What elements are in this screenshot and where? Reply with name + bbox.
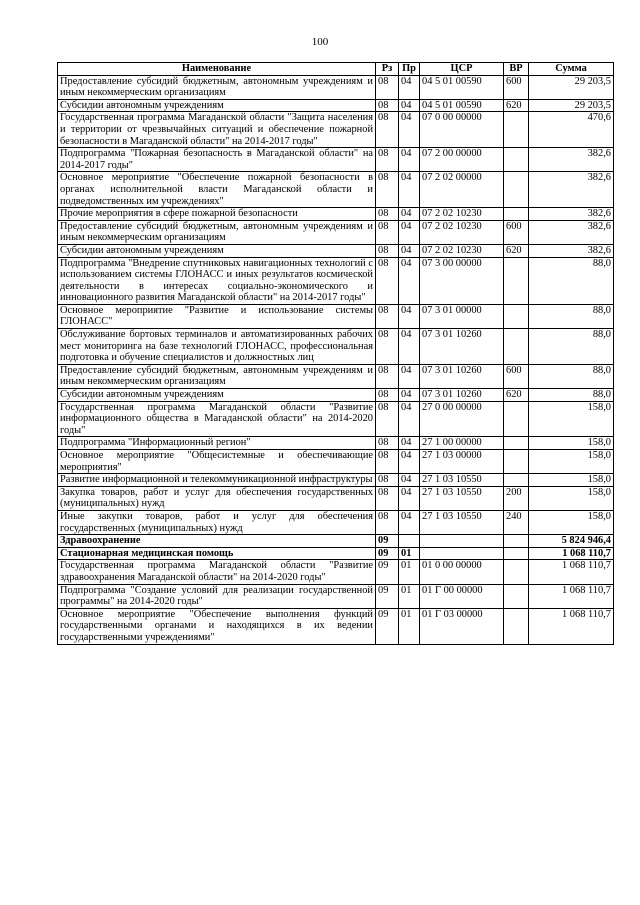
cell-name: Государственная программа Магаданской области "Защита населения и территории от чрезвычайных ситуаций и обеспечение пожарной безопасности в Магаданской области" на 2014-2017 годы" bbox=[58, 112, 376, 148]
cell-csr: 27 1 03 10550 bbox=[420, 510, 504, 534]
cell-vr bbox=[504, 547, 529, 560]
table-row bbox=[58, 584, 614, 608]
cell-csr: 01 Г 03 00000 bbox=[420, 608, 504, 644]
cell-sum: 158,0 bbox=[529, 401, 614, 437]
cell-pr: 01 bbox=[399, 608, 420, 644]
cell-rz: 09 bbox=[376, 547, 399, 560]
cell-rz: 08 bbox=[376, 112, 399, 148]
header-sum: Сумма bbox=[529, 63, 614, 76]
table-row bbox=[58, 220, 614, 244]
cell-csr bbox=[420, 547, 504, 560]
cell-csr: 01 Г 00 00000 bbox=[420, 584, 504, 608]
cell-pr: 04 bbox=[399, 112, 420, 148]
cell-vr bbox=[504, 329, 529, 365]
cell-pr: 04 bbox=[399, 99, 420, 112]
table-row bbox=[58, 257, 614, 304]
table-row bbox=[58, 172, 614, 208]
cell-pr: 01 bbox=[399, 584, 420, 608]
cell-rz: 08 bbox=[376, 389, 399, 402]
cell-csr: 27 1 00 00000 bbox=[420, 437, 504, 450]
cell-vr: 240 bbox=[504, 510, 529, 534]
cell-rz: 08 bbox=[376, 437, 399, 450]
cell-csr: 27 1 03 00000 bbox=[420, 450, 504, 474]
cell-csr: 07 3 01 10260 bbox=[420, 329, 504, 365]
table-row bbox=[58, 208, 614, 221]
table-row bbox=[58, 99, 614, 112]
cell-vr: 200 bbox=[504, 486, 529, 510]
cell-vr bbox=[504, 474, 529, 487]
page-number: 100 bbox=[311, 36, 329, 48]
cell-vr bbox=[504, 584, 529, 608]
cell-pr: 04 bbox=[399, 220, 420, 244]
cell-rz: 08 bbox=[376, 257, 399, 304]
table-row bbox=[58, 486, 614, 510]
cell-pr: 04 bbox=[399, 389, 420, 402]
table-row bbox=[58, 389, 614, 402]
cell-vr bbox=[504, 112, 529, 148]
cell-rz: 09 bbox=[376, 608, 399, 644]
cell-pr: 04 bbox=[399, 244, 420, 257]
table-row bbox=[58, 437, 614, 450]
table-row bbox=[58, 75, 614, 99]
table-row bbox=[58, 608, 614, 644]
cell-pr: 04 bbox=[399, 75, 420, 99]
cell-vr bbox=[504, 148, 529, 172]
cell-pr: 04 bbox=[399, 510, 420, 534]
cell-pr: 04 bbox=[399, 486, 420, 510]
cell-name: Подпрограмма "Пожарная безопасность в Магаданской области" на 2014-2017 годы" bbox=[58, 148, 376, 172]
cell-name: Субсидии автономным учреждениям bbox=[58, 244, 376, 257]
cell-csr: 27 1 03 10550 bbox=[420, 486, 504, 510]
cell-pr: 04 bbox=[399, 450, 420, 474]
cell-vr bbox=[504, 401, 529, 437]
cell-name: Субсидии автономным учреждениям bbox=[58, 389, 376, 402]
cell-sum: 1 068 110,7 bbox=[529, 608, 614, 644]
cell-name: Подпрограмма "Внедрение спутниковых навигационных технологий с использованием системы ГЛОНАСС и иных результатов космической деятельности в интересах социально-экономического и инновационного развития Магаданской области" на 2014-2017 годы" bbox=[58, 257, 376, 304]
cell-rz: 08 bbox=[376, 329, 399, 365]
cell-vr bbox=[504, 437, 529, 450]
header-csr: ЦСР bbox=[420, 63, 504, 76]
cell-vr: 620 bbox=[504, 244, 529, 257]
cell-sum: 470,6 bbox=[529, 112, 614, 148]
cell-vr bbox=[504, 535, 529, 548]
cell-name: Стационарная медицинская помощь bbox=[58, 547, 376, 560]
cell-rz: 08 bbox=[376, 510, 399, 534]
cell-pr: 01 bbox=[399, 547, 420, 560]
cell-pr: 04 bbox=[399, 208, 420, 221]
cell-csr: 27 0 00 00000 bbox=[420, 401, 504, 437]
cell-rz: 08 bbox=[376, 148, 399, 172]
cell-pr bbox=[399, 535, 420, 548]
cell-name: Предоставление субсидий бюджетным, автономным учреждениям и иным некоммерческим организациям bbox=[58, 75, 376, 99]
cell-name: Прочие мероприятия в сфере пожарной безопасности bbox=[58, 208, 376, 221]
cell-rz: 08 bbox=[376, 474, 399, 487]
cell-vr: 600 bbox=[504, 364, 529, 388]
cell-vr: 620 bbox=[504, 99, 529, 112]
cell-sum: 382,6 bbox=[529, 220, 614, 244]
cell-sum: 158,0 bbox=[529, 437, 614, 450]
cell-rz: 08 bbox=[376, 220, 399, 244]
cell-vr bbox=[504, 172, 529, 208]
table-row bbox=[58, 304, 614, 328]
cell-name: Обслуживание бортовых терминалов и автоматизированных рабочих мест мониторинга на базе технологий ГЛОНАСС, профессиональная подготовка и обучение специалистов и должностных лиц bbox=[58, 329, 376, 365]
cell-vr bbox=[504, 608, 529, 644]
cell-csr: 01 0 00 00000 bbox=[420, 560, 504, 584]
cell-sum: 88,0 bbox=[529, 389, 614, 402]
cell-rz: 08 bbox=[376, 364, 399, 388]
cell-sum: 382,6 bbox=[529, 148, 614, 172]
cell-name: Государственная программа Магаданской области "Развитие информационного общества в Магаданской области" на 2014-2020 годы" bbox=[58, 401, 376, 437]
cell-pr: 04 bbox=[399, 304, 420, 328]
cell-sum: 29 203,5 bbox=[529, 99, 614, 112]
cell-name: Предоставление субсидий бюджетным, автономным учреждениям и иным некоммерческим организациям bbox=[58, 364, 376, 388]
table-row bbox=[58, 148, 614, 172]
cell-sum: 158,0 bbox=[529, 486, 614, 510]
cell-pr: 04 bbox=[399, 172, 420, 208]
cell-rz: 08 bbox=[376, 450, 399, 474]
cell-csr: 04 5 01 00590 bbox=[420, 75, 504, 99]
cell-csr: 07 3 00 00000 bbox=[420, 257, 504, 304]
table-row bbox=[58, 364, 614, 388]
cell-pr: 04 bbox=[399, 257, 420, 304]
cell-sum: 158,0 bbox=[529, 450, 614, 474]
cell-rz: 09 bbox=[376, 560, 399, 584]
cell-sum: 382,6 bbox=[529, 172, 614, 208]
cell-sum: 1 068 110,7 bbox=[529, 547, 614, 560]
cell-csr: 07 2 02 10230 bbox=[420, 208, 504, 221]
cell-csr: 07 3 01 10260 bbox=[420, 364, 504, 388]
cell-csr: 07 2 00 00000 bbox=[420, 148, 504, 172]
cell-rz: 08 bbox=[376, 75, 399, 99]
cell-pr: 04 bbox=[399, 364, 420, 388]
cell-name: Иные закупки товаров, работ и услуг для обеспечения государственных (муниципальных) нужд bbox=[58, 510, 376, 534]
cell-sum: 88,0 bbox=[529, 329, 614, 365]
cell-name: Основное мероприятие "Развитие и использование системы ГЛОНАСС" bbox=[58, 304, 376, 328]
cell-name: Субсидии автономным учреждениям bbox=[58, 99, 376, 112]
cell-pr: 04 bbox=[399, 401, 420, 437]
cell-sum: 1 068 110,7 bbox=[529, 560, 614, 584]
cell-vr bbox=[504, 257, 529, 304]
cell-csr bbox=[420, 535, 504, 548]
table-row bbox=[58, 560, 614, 584]
cell-csr: 07 0 00 00000 bbox=[420, 112, 504, 148]
cell-pr: 04 bbox=[399, 437, 420, 450]
cell-rz: 09 bbox=[376, 584, 399, 608]
cell-sum: 158,0 bbox=[529, 510, 614, 534]
cell-sum: 29 203,5 bbox=[529, 75, 614, 99]
header-name: Наименование bbox=[58, 63, 376, 76]
cell-name: Подпрограмма "Создание условий для реализации государственной программы" на 2014-2020 годы" bbox=[58, 584, 376, 608]
cell-rz: 08 bbox=[376, 244, 399, 257]
cell-csr: 27 1 03 10550 bbox=[420, 474, 504, 487]
table-row bbox=[58, 510, 614, 534]
header-rz: Рз bbox=[376, 63, 399, 76]
table-row bbox=[58, 401, 614, 437]
cell-sum: 382,6 bbox=[529, 244, 614, 257]
header-pr: Пр bbox=[399, 63, 420, 76]
cell-sum: 88,0 bbox=[529, 257, 614, 304]
cell-vr bbox=[504, 304, 529, 328]
cell-rz: 08 bbox=[376, 99, 399, 112]
cell-name: Здравоохранение bbox=[58, 535, 376, 548]
cell-csr: 04 5 01 00590 bbox=[420, 99, 504, 112]
budget-table bbox=[57, 62, 614, 645]
cell-sum: 382,6 bbox=[529, 208, 614, 221]
cell-rz: 09 bbox=[376, 535, 399, 548]
table-row bbox=[58, 535, 614, 548]
cell-pr: 01 bbox=[399, 560, 420, 584]
cell-sum: 1 068 110,7 bbox=[529, 584, 614, 608]
cell-name: Подпрограмма "Информационный регион" bbox=[58, 437, 376, 450]
cell-rz: 08 bbox=[376, 208, 399, 221]
cell-rz: 08 bbox=[376, 172, 399, 208]
cell-pr: 04 bbox=[399, 474, 420, 487]
cell-name: Предоставление субсидий бюджетным, автономным учреждениям и иным некоммерческим организациям bbox=[58, 220, 376, 244]
cell-vr bbox=[504, 208, 529, 221]
cell-name: Государственная программа Магаданской области "Развитие здравоохранения Магаданской области" на 2014-2020 годы" bbox=[58, 560, 376, 584]
cell-rz: 08 bbox=[376, 401, 399, 437]
cell-csr: 07 3 01 10260 bbox=[420, 389, 504, 402]
cell-sum: 158,0 bbox=[529, 474, 614, 487]
table-row bbox=[58, 329, 614, 365]
table-header-row bbox=[58, 63, 614, 76]
cell-pr: 04 bbox=[399, 148, 420, 172]
cell-name: Развитие информационной и телекоммуникационной инфраструктуры bbox=[58, 474, 376, 487]
cell-sum: 5 824 946,4 bbox=[529, 535, 614, 548]
cell-name: Основное мероприятие "Общесистемные и обеспечивающие мероприятия" bbox=[58, 450, 376, 474]
cell-csr: 07 2 02 10230 bbox=[420, 220, 504, 244]
cell-vr bbox=[504, 450, 529, 474]
cell-csr: 07 2 02 10230 bbox=[420, 244, 504, 257]
table-row bbox=[58, 450, 614, 474]
cell-vr: 620 bbox=[504, 389, 529, 402]
cell-sum: 88,0 bbox=[529, 304, 614, 328]
cell-rz: 08 bbox=[376, 304, 399, 328]
cell-name: Основное мероприятие "Обеспечение выполнения функций государственными органами и находящихся в их ведении государственными учреждениями" bbox=[58, 608, 376, 644]
cell-name: Основное мероприятие "Обеспечение пожарной безопасности в органах исполнительной власти Магаданской области и подведомственных им учреждениях" bbox=[58, 172, 376, 208]
cell-rz: 08 bbox=[376, 486, 399, 510]
cell-vr bbox=[504, 560, 529, 584]
table-row bbox=[58, 112, 614, 148]
header-vr: ВР bbox=[504, 63, 529, 76]
cell-csr: 07 3 01 00000 bbox=[420, 304, 504, 328]
cell-csr: 07 2 02 00000 bbox=[420, 172, 504, 208]
cell-pr: 04 bbox=[399, 329, 420, 365]
cell-vr: 600 bbox=[504, 75, 529, 99]
cell-sum: 88,0 bbox=[529, 364, 614, 388]
table-row bbox=[58, 244, 614, 257]
cell-vr: 600 bbox=[504, 220, 529, 244]
table-row bbox=[58, 474, 614, 487]
table-row bbox=[58, 547, 614, 560]
cell-name: Закупка товаров, работ и услуг для обеспечения государственных (муниципальных) нужд bbox=[58, 486, 376, 510]
